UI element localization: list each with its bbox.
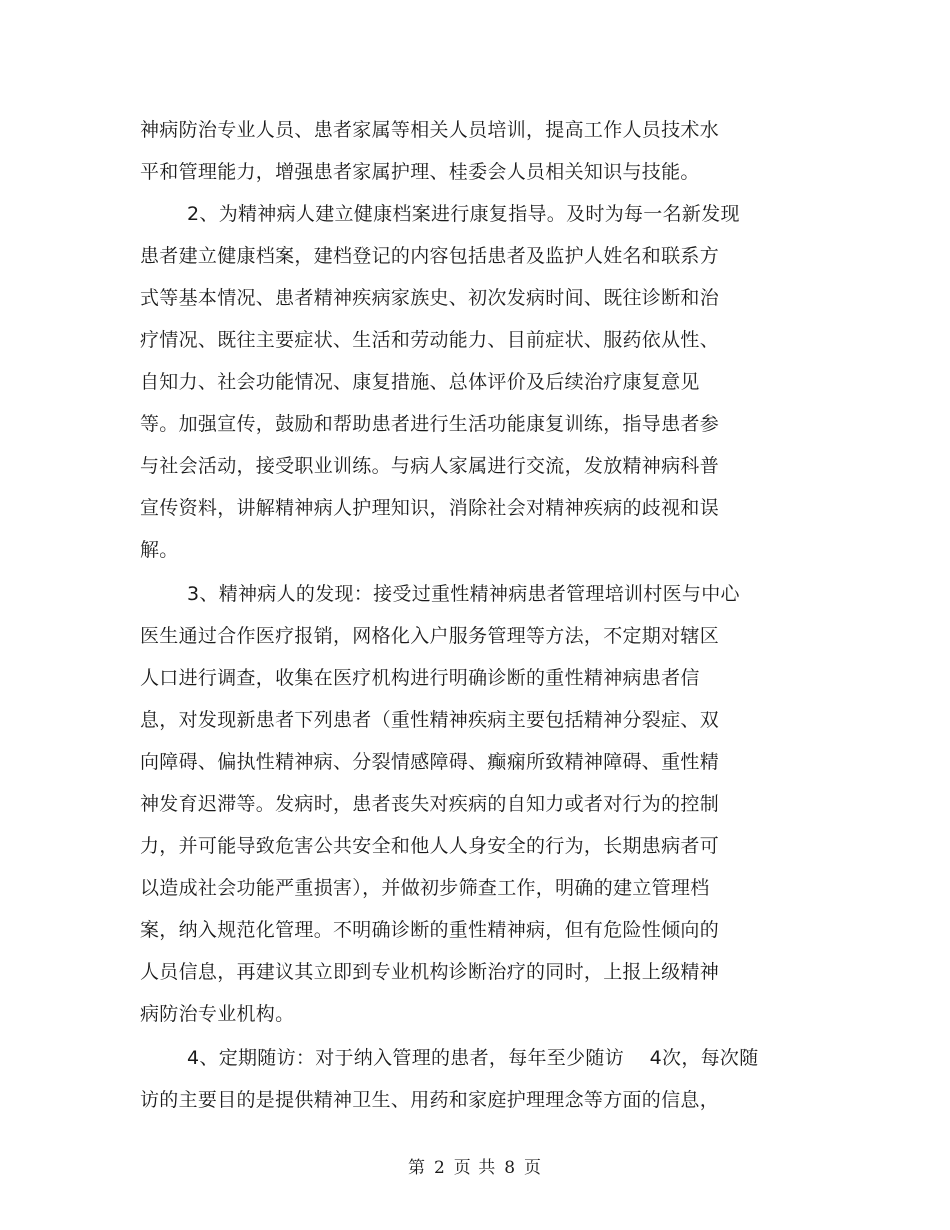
text-line: 息，对发现新患者下列患者（重性精神疾病主要包括精神分裂症、双 (140, 709, 720, 731)
text-line: 疗情况、既往主要症状、生活和劳动能力、目前症状、服药依从性、 (140, 329, 720, 351)
footer-suffix: 页 (524, 1158, 543, 1178)
text-line: 与社会活动，接受职业训练。与病人家属进行交流，发放精神病科普 (140, 455, 720, 477)
text-line: 以造成社会功能严重损害），并做初步筛查工作，明确的建立管理档 (140, 877, 710, 899)
text-line: 平和管理能力，增强患者家属护理、桂委会人员相关知识与技能。 (140, 161, 700, 183)
total-page-count: 8 (504, 1158, 517, 1178)
text-line: 3、精神病人的发现：接受过重性精神病患者管理培训村医与中心 (187, 583, 740, 605)
text-line: 式等基本情况、患者精神疾病家族史、初次发病时间、既往诊断和治 (140, 287, 720, 309)
current-page-number: 2 (433, 1158, 446, 1178)
text-line: 4、定期随访：对于纳入管理的患者，每年至少随访 4次，每次随 (187, 1047, 759, 1069)
text-line: 宣传资料，讲解精神病人护理知识，消除社会对精神疾病的歧视和误 (140, 497, 720, 519)
page-footer (0, 1153, 950, 1178)
text-line: 人口进行调查，收集在医疗机构进行明确诊断的重性精神病患者信 (140, 667, 700, 689)
text-line: 患者建立健康档案，建档登记的内容包括患者及监护人姓名和联系方 (140, 245, 720, 267)
text-line: 访的主要目的是提供精神卫生、用药和家庭护理理念等方面的信息， (140, 1089, 720, 1111)
text-line: 神病防治专业人员、患者家属等相关人员培训，提高工作人员技术水 (140, 119, 720, 141)
text-line: 病防治专业机构。 (140, 1003, 295, 1025)
text-line: 医生通过合作医疗报销，网格化入户服务管理等方法，不定期对辖区 (140, 625, 720, 647)
text-line: 人员信息，再建议其立即到专业机构诊断治疗的同时，上报上级精神 (140, 961, 720, 983)
footer-middle: 页 共 (453, 1158, 497, 1178)
text-line: 神发育迟滞等。发病时，患者丧失对疾病的自知力或者对行为的控制 (140, 793, 720, 815)
footer-prefix: 第 (407, 1158, 426, 1178)
text-line: 自知力、社会功能情况、康复措施、总体评价及后续治疗康复意见 (140, 371, 700, 393)
text-line: 2、为精神病人建立健康档案进行康复指导。及时为每一名新发现 (187, 203, 740, 225)
text-line: 解。 (140, 539, 179, 561)
text-line: 案，纳入规范化管理。不明确诊断的重性精神病，但有危险性倾向的 (140, 919, 720, 941)
text-line: 向障碍、偏执性精神病、分裂情感障碍、癫痫所致精神障碍、重性精 (140, 751, 720, 773)
text-line: 力，并可能导致危害公共安全和他人人身安全的行为，长期患病者可 (140, 835, 720, 857)
text-line: 等。加强宣传，鼓励和帮助患者进行生活功能康复训练，指导患者参 (140, 413, 720, 435)
